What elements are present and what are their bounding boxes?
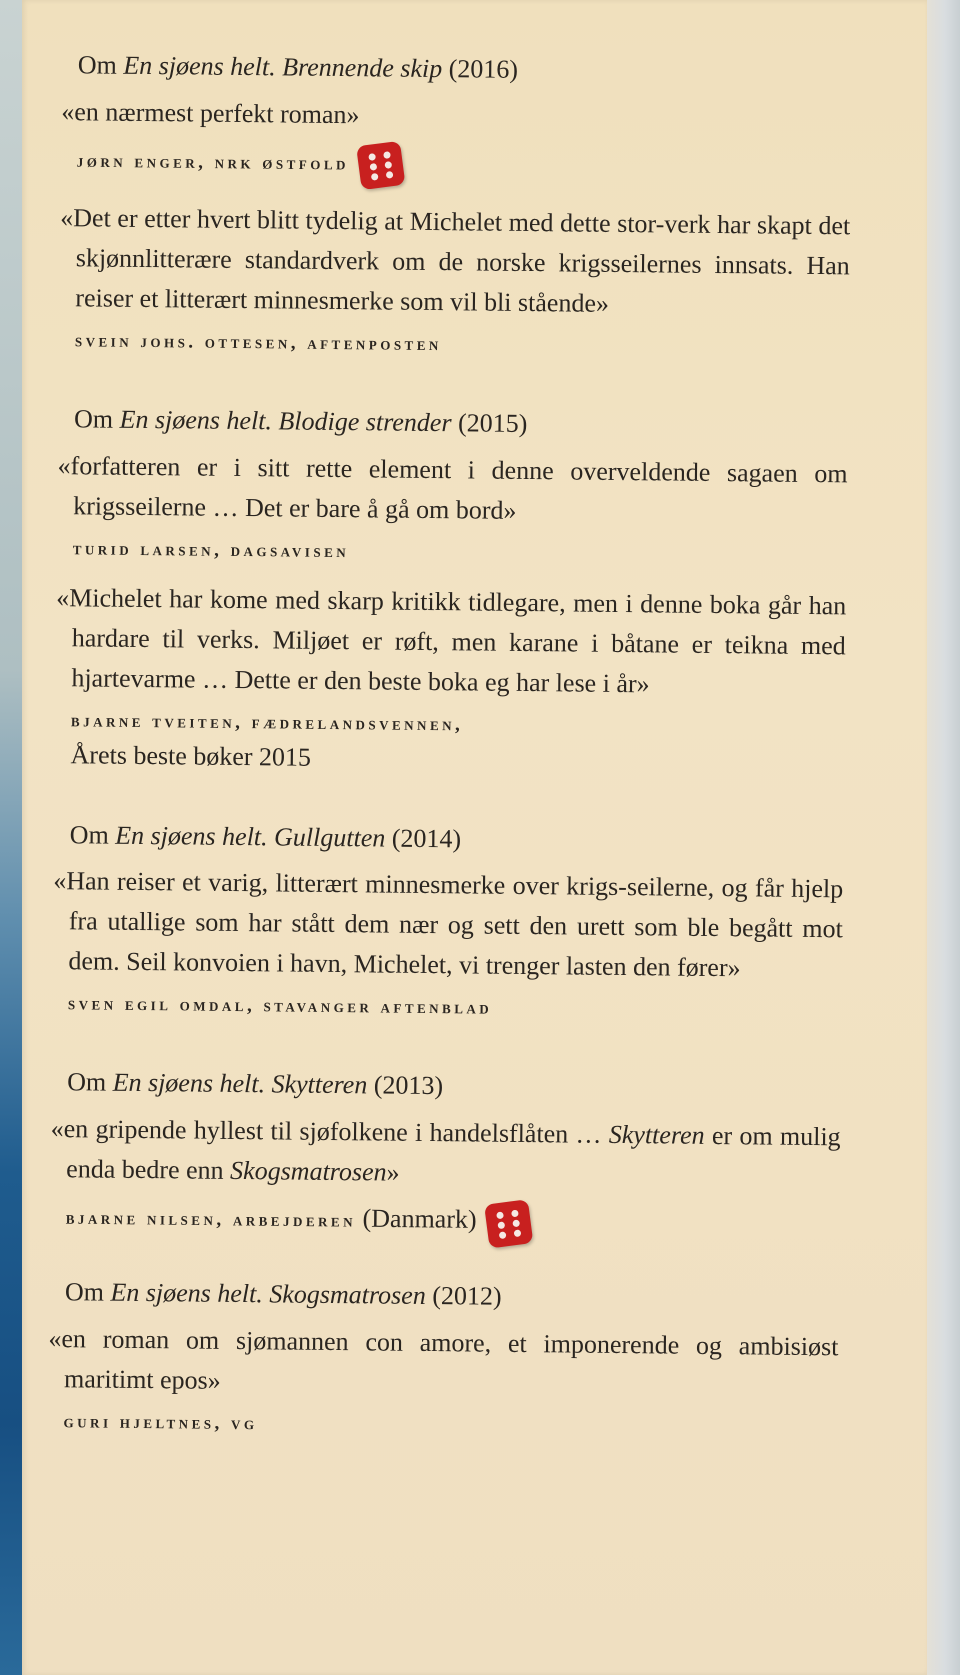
review-quote: «Michelet har kome med skarp kritikk tidlegare, men i denne boka går han hardare til verks. Miljøet er røft, men karane i båtane er teikna med hjartevarme … Dette er den beste boka eg har lese i år» [56,582,847,698]
review-quote: «en gripende hyllest til sjøfolkene i handelsflåten … Skytteren er om mulig enda bedre enn Skogsmatrosen» [50,1114,841,1187]
review-source: guri hjeltnes, vg [63,1411,258,1435]
review-quote: «Det er etter hvert blitt tydelig at Michelet med dette stor-verk har skapt det skjønnlitterære standardverk om de norske krigsseilernes innsats. Han reiser et litterært minnesmerke som vil bli stående» [60,202,851,318]
section-heading: Om En sjøens helt. Brennende skip (2016) [77,50,519,84]
book-title: En sjøens helt. Brennende skip [123,50,443,84]
section-blodige-strender [44,402,848,780]
review-quote: «en roman om sjømannen con amore, et imponerende og ambisiøst maritimt epos» [48,1324,839,1395]
review-source: turid larsen, dagsavisen [72,537,350,562]
section-heading: Om En sjøens helt. Gullgutten (2014) [69,819,462,853]
review-source-extra: Årets beste bøker 2015 [70,739,312,772]
book-title: En sjøens helt. Blodige strender [119,404,452,438]
section-heading: Om En sjøens helt. Skytteren (2013) [67,1067,444,1101]
review-source: sven egil omdal, stavanger aftenblad [67,993,493,1020]
review-source: bjarne nilsen, arbejderen (Danmark) [66,1197,840,1249]
review-list [37,48,852,1467]
background-right-edge [922,0,960,1675]
section-heading: Om En sjøens helt. Blodige strender (2015) [73,404,528,438]
section-brennende-skip [49,48,852,364]
book-page [22,0,927,1675]
review-source: svein johs. ottesen, aftenposten [74,330,442,355]
section-heading: Om En sjøens helt. Skogsmatrosen (2012) [64,1277,502,1311]
section-skytteren [40,1065,842,1249]
book-title: En sjøens helt. Gullgutten [115,820,386,853]
review-quote: «forfatteren er i sitt rette element i denne overveldende sagaen om krigsseilerne … Det er bare å gå om bord» [57,450,848,525]
book-title: En sjøens helt. Skytteren [112,1068,368,1100]
review-quote: «Han reiser et varig, litterært minnesmerke over krigs-seilerne, og får hjelp fra utallige som har stått dem nær og sett den urett som ble begått mot dem. Seil konvoien i havn, Michelet, vi trenger lasten den fører» [53,866,844,983]
dice-six-icon [484,1199,533,1248]
section-gullgutten [42,818,844,1028]
review-source: jørn enger, nrk østfold [77,140,851,192]
dice-six-icon [356,141,405,190]
section-skogsmatrosen [37,1275,839,1445]
review-quote: «en nærmest perfekt roman» [61,96,360,130]
review-source: bjarne tveiten, fædrelandsvennen, [70,709,464,735]
book-title: En sjøens helt. Skogsmatrosen [110,1277,426,1311]
